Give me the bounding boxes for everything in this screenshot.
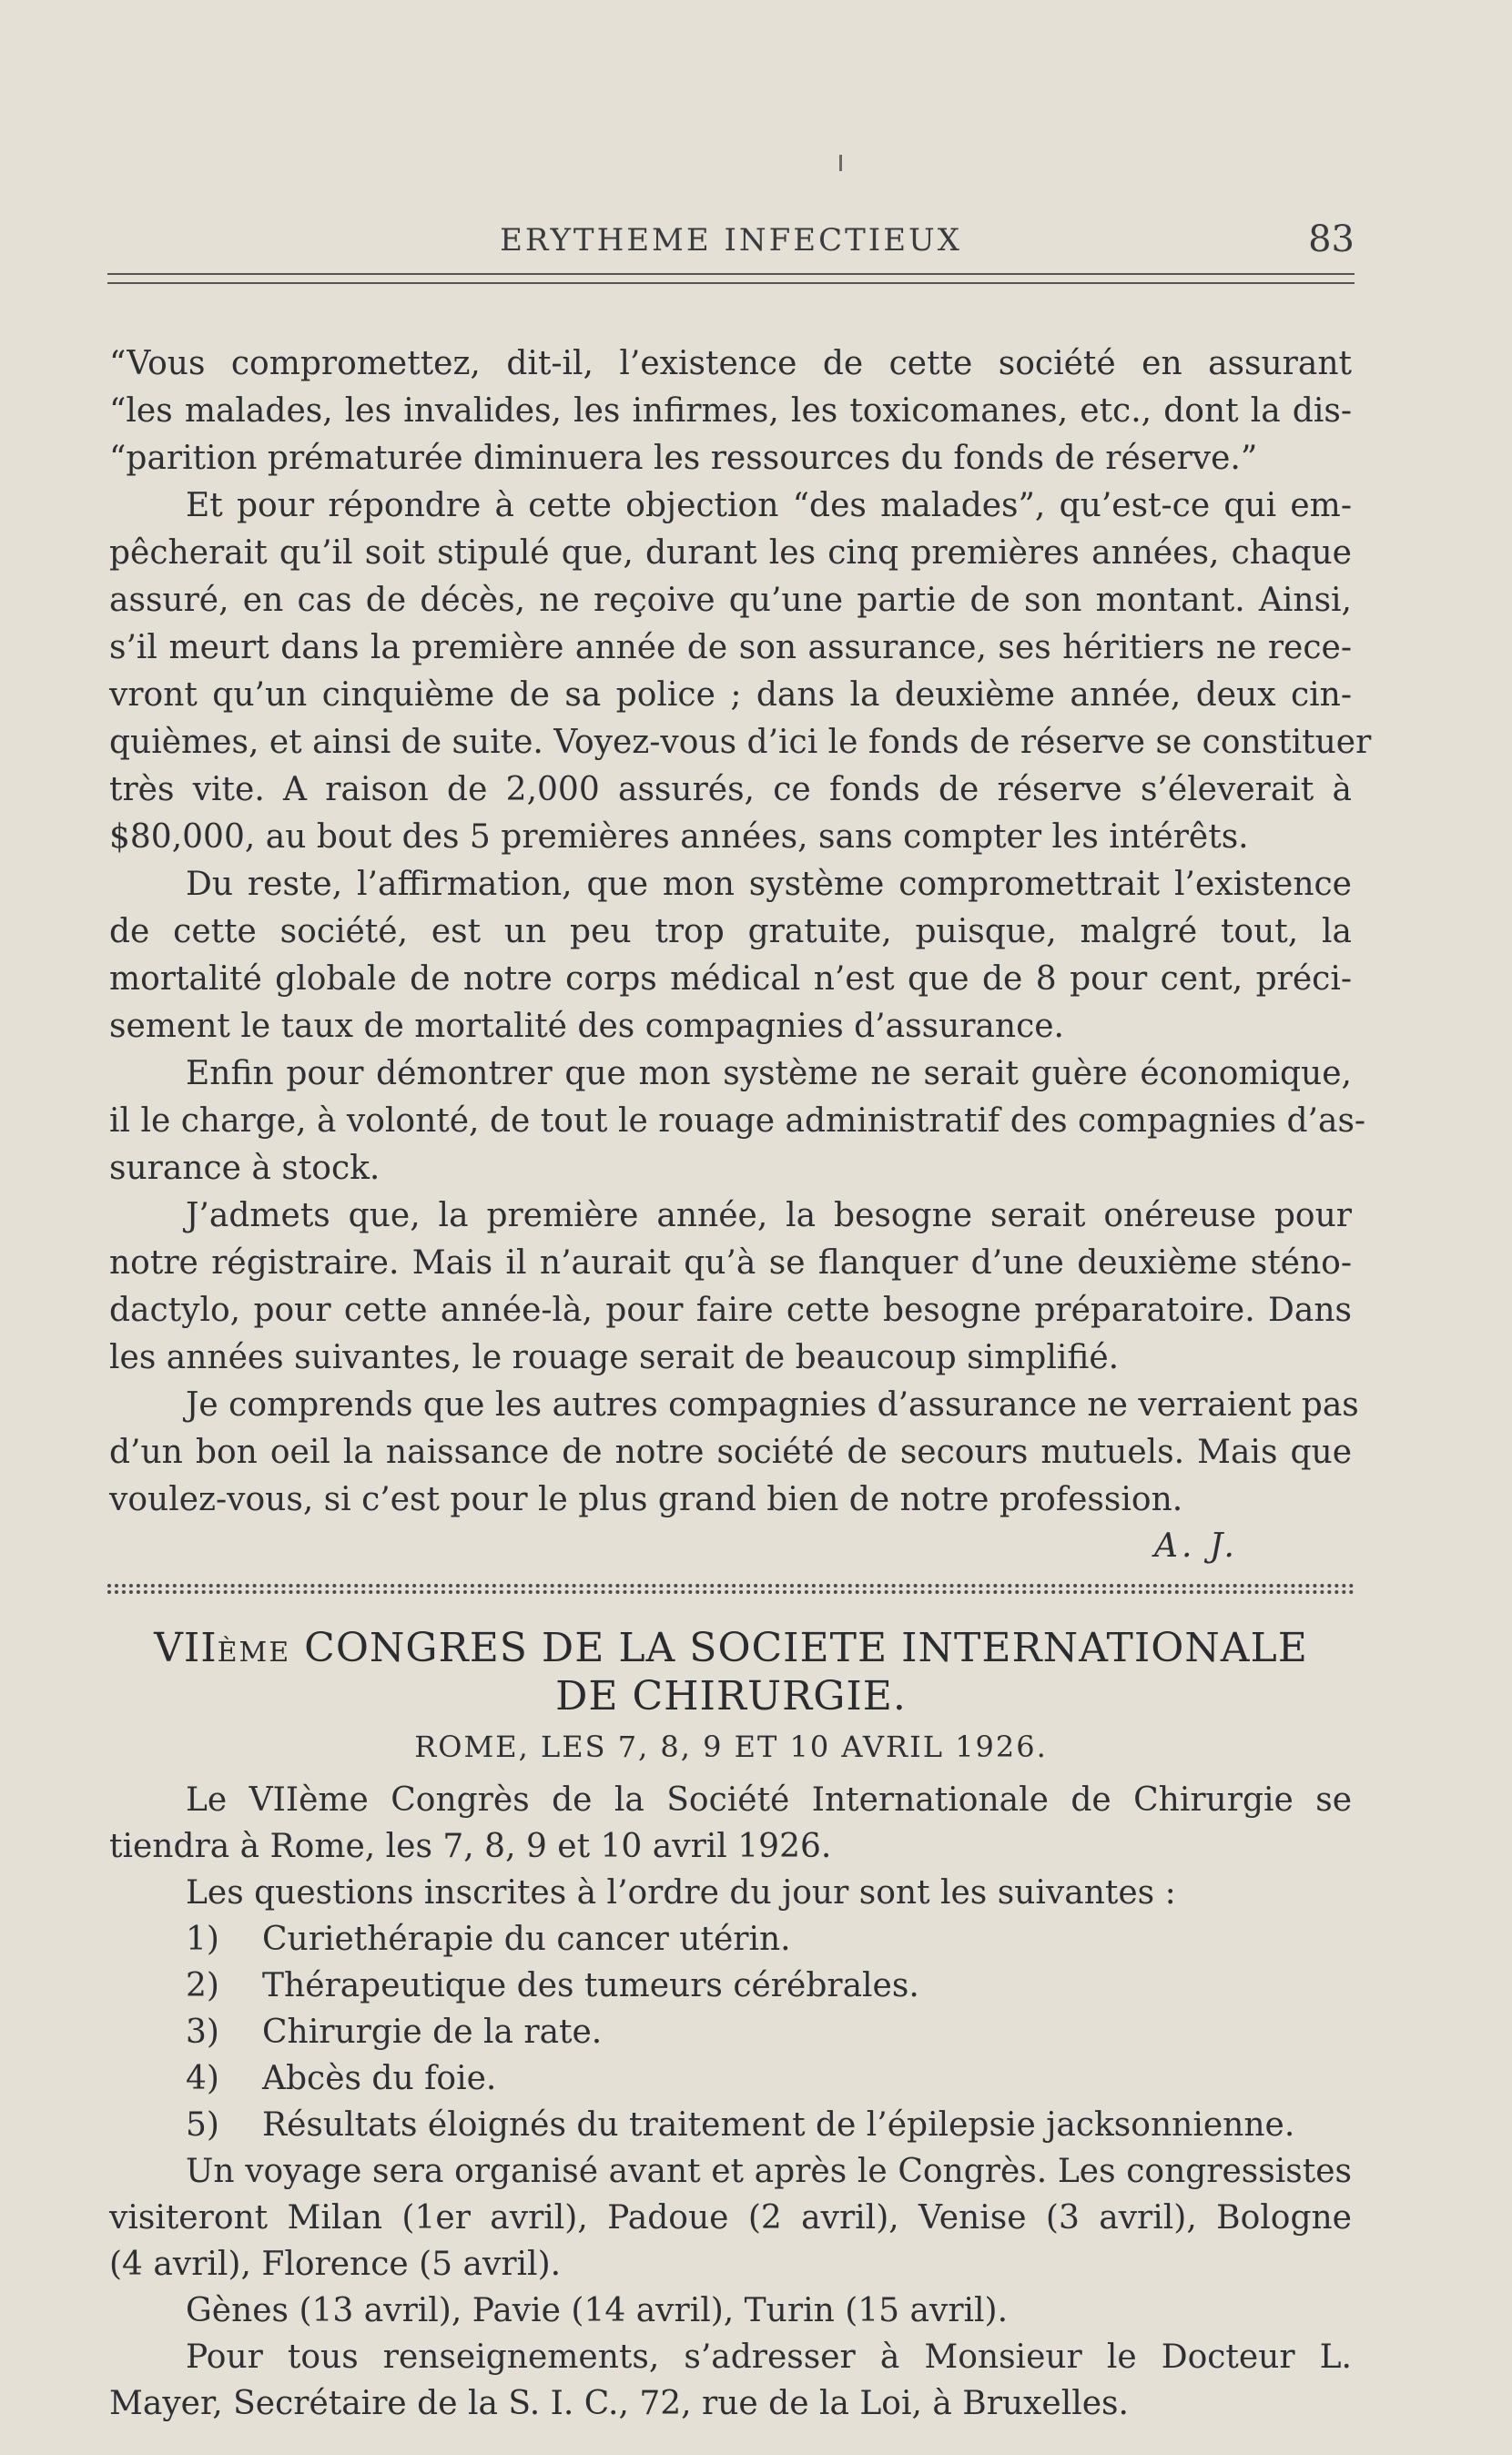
article-signature: A. J. [1154,1527,1238,1565]
running-head [107,218,1355,264]
question-number: 1) [186,1921,219,1958]
question-item [186,2013,602,2053]
article-line: mortalité globale de notre corps médical n’est que de 8 pour cent, préci- [109,960,1352,998]
question-text: Chirurgie de la rate. [262,2014,603,2051]
question-text: Résultats éloignés du traitement de l’épilepsie jacksonnienne. [262,2106,1295,2144]
article-line: “Vous compromettez, dit-il, l’existence de cette société en assurant [109,345,1352,382]
question-text: Thérapeutique des tumeurs cérébrales. [262,1967,919,2004]
question-item [186,2059,496,2099]
article-line: pêcherait qu’il soit stipulé que, durant les cinq premières années, chaque [109,534,1352,572]
article-line: sement le taux de mortalité des compagnies d’assurance. [109,1008,1064,1045]
question-item [186,1920,791,1960]
article-line: J’admets que, la première année, la besogne serait onéreuse pour [186,1197,1352,1234]
page-number: 83 [1308,218,1355,260]
article-line: Du reste, l’affirmation, que mon système compromettrait l’existence [186,866,1352,903]
article-line: d’un bon oeil la naissance de notre société de secours mutuels. Mais que [109,1434,1352,1471]
question-number: 2) [186,1967,219,2004]
heading-superscript: ÈME [217,1637,291,1669]
congress-line: Le VIIème Congrès de la Société Internationale de Chirurgie se [186,1781,1352,1819]
article-line: s’il meurt dans la première année de son assurance, ses héritiers ne rece- [109,629,1352,666]
congress-line: Un voyage sera organisé avant et après le Congrès. Les congressistes [186,2153,1352,2190]
question-number: 4) [186,2060,219,2097]
heading-line1: CONGRES DE LA SOCIETE INTERNATIONALE [304,1625,1308,1671]
article-line: vront qu’un cinquième de sa police ; dans la deuxième année, deux cin- [109,676,1352,714]
question-number: 5) [186,2106,219,2144]
running-head-title: ERYTHEME INFECTIEUX [500,222,962,259]
congress-line: Pour tous renseignements, s’adresser à Monsieur le Docteur L. [186,2338,1352,2376]
article-line: très vite. A raison de 2,000 assurés, ce fonds de réserve s’éleverait à [109,771,1352,808]
congress-line: tiendra à Rome, les 7, 8, 9 et 10 avril 1926. [109,1828,832,1865]
article-line: les années suivantes, le rouage serait de beaucoup simplifié. [109,1339,1120,1376]
article-line: assuré, en cas de décès, ne reçoive qu’une partie de son montant. Ainsi, [109,582,1352,619]
congress-heading-line2: DE CHIRURGIE. [555,1673,907,1720]
congress-line: Gènes (13 avril), Pavie (14 avril), Turin (15 avril). [186,2292,1009,2329]
question-text: Abcès du foie. [262,2060,497,2097]
scan-speck [839,155,842,171]
header-rule [107,273,1355,284]
article-line: quièmes, et ainsi de suite. Voyez-vous d’ici le fonds de réserve se constituer [109,724,1372,761]
article-line: il le charge, à volonté, de tout le rouage administratif des compagnies d’as- [109,1102,1366,1140]
article-line: Enfin pour démontrer que mon système ne serait guère économique, [186,1055,1352,1092]
heading-numeral: VII [154,1625,218,1671]
congress-line: visiteront Milan (1er avril), Padoue (2 avril), Venise (3 avril), Bologne [109,2199,1352,2237]
congress-line: Mayer, Secrétaire de la S. I. C., 72, rue de la Loi, à Bruxelles. [109,2385,1129,2422]
question-item [186,1966,919,2006]
article-line: Je comprends que les autres compagnies d’assurance ne verraient pas [186,1386,1359,1424]
question-item [186,2105,1294,2146]
congress-subheading: ROME, LES 7, 8, 9 ET 10 AVRIL 1926. [414,1730,1048,1764]
article-line: “les malades, les invalides, les infirmes, les toxicomanes, etc., dont la dis- [109,392,1352,430]
congress-heading [107,1625,1355,1671]
article-line: surance à stock. [109,1150,381,1187]
question-number: 3) [186,2014,219,2051]
article-line: voulez-vous, si c’est pour le plus grand bien de notre profession. [109,1481,1183,1518]
article-line: dactylo, pour cette année-là, pour faire cette besogne préparatoire. Dans [109,1292,1352,1329]
article-line: notre régistraire. Mais il n’aurait qu’à se flanquer d’une deuxième sténo- [109,1244,1352,1282]
article-line: de cette société, est un peu trop gratuite, puisque, malgré tout, la [109,913,1352,950]
article-line: $80,000, au bout des 5 premières années, sans compter les intérêts. [109,818,1249,856]
question-text: Curiethérapie du cancer utérin. [262,1921,791,1958]
congress-line: Les questions inscrites à l’ordre du jour sont les suivantes : [186,1874,1176,1912]
article-line: “parition prématurée diminuera les ressources du fonds de réserve.” [109,440,1258,477]
congress-line: (4 avril), Florence (5 avril). [109,2246,562,2283]
article-line: Et pour répondre à cette objection “des malades”, qu’est-ce qui em- [186,487,1352,524]
section-separator [107,1584,1355,1595]
